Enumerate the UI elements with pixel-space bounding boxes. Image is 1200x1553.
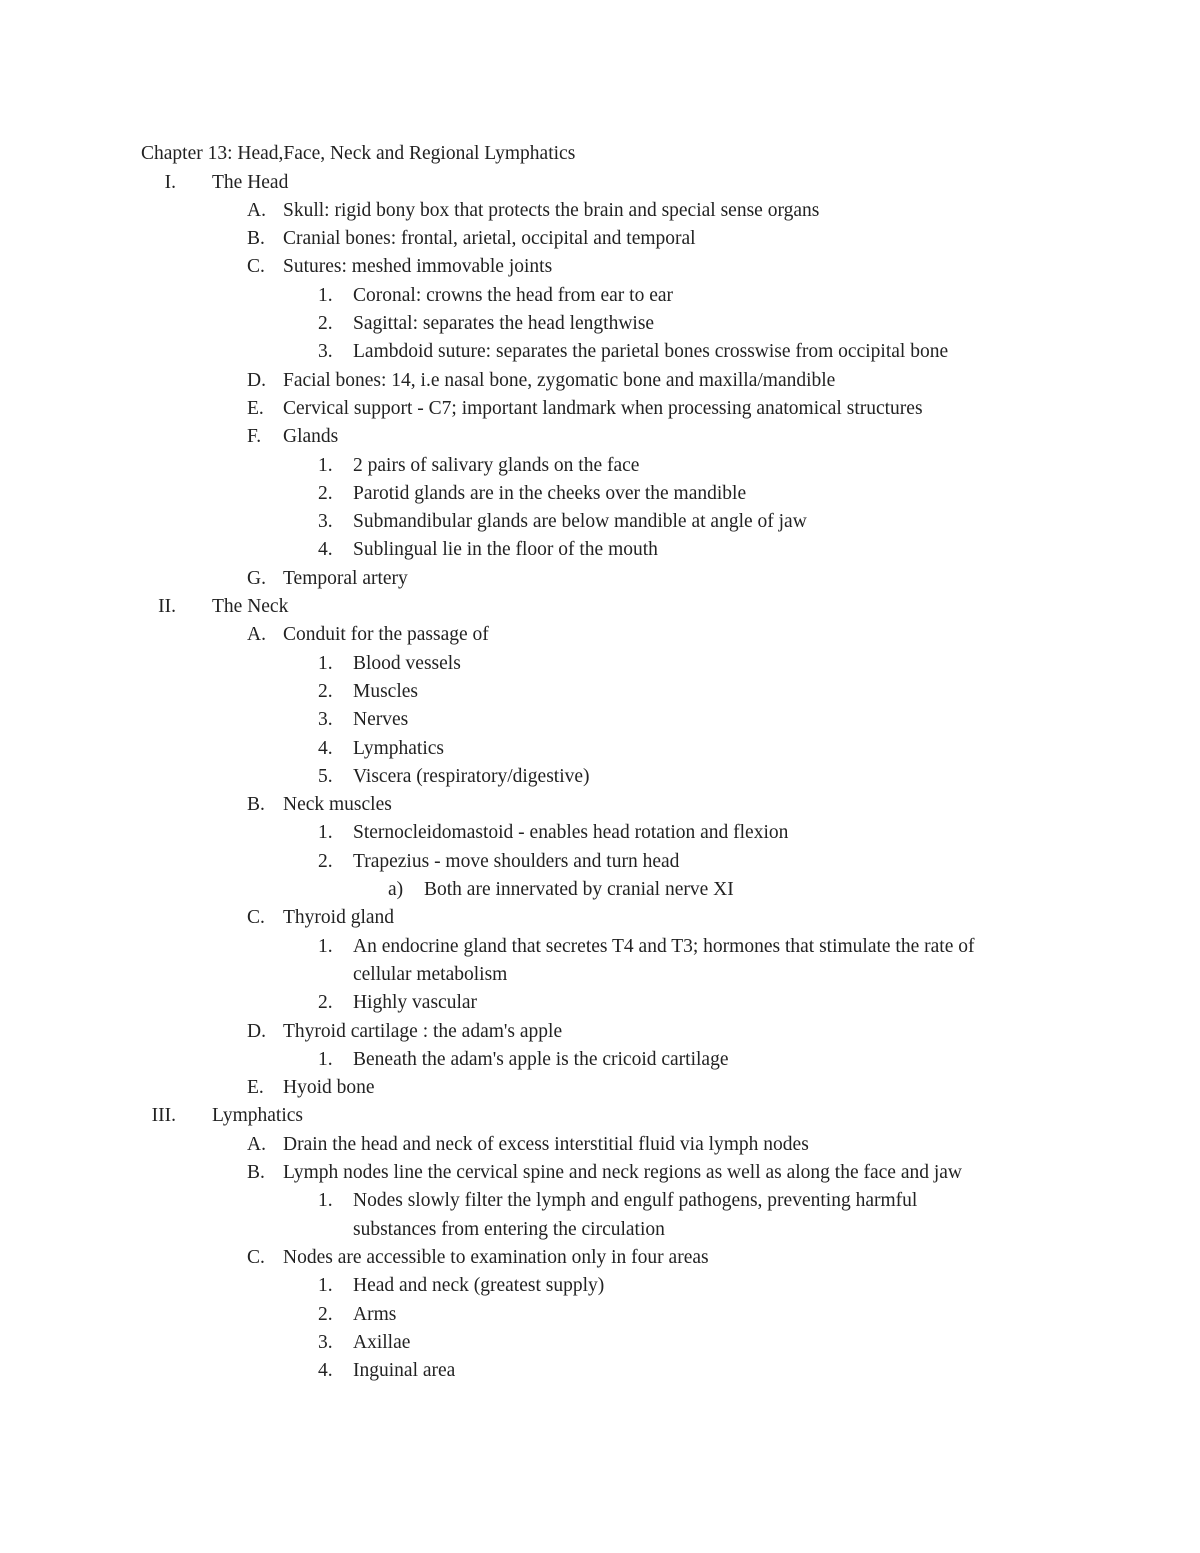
item-marker: A. (247, 624, 266, 646)
item-marker: B. (247, 794, 265, 816)
outline-item: Conduit for the passage of (283, 624, 489, 646)
item-marker: F. (247, 426, 262, 448)
outline-item: Sutures: meshed immovable joints (283, 256, 553, 278)
item-marker: E. (247, 397, 264, 419)
outline-subitem: Highly vascular (353, 992, 478, 1014)
subitem-marker: 2. (318, 482, 333, 504)
outline-item: Hyoid bone (283, 1077, 375, 1099)
outline-item: Facial bones: 14, i.e nasal bone, zygomatic bone and maxilla/mandible (283, 369, 836, 391)
subitem-marker: 3. (318, 511, 333, 533)
subitem-marker: 4. (318, 539, 333, 561)
section-marker: III. (151, 1105, 176, 1127)
outline-item: Glands (283, 426, 339, 448)
subitem-marker: 2. (318, 680, 333, 702)
subitem-marker: 1. (318, 1190, 333, 1212)
outline-subitem: Axillae (353, 1331, 411, 1353)
subsubitem-marker: a) (388, 879, 404, 900)
outline-item: Cervical support - C7; important landmark when processing anatomical structures (283, 397, 923, 419)
outline-subitem-continuation: substances from entering the circulation (353, 1218, 665, 1240)
outline-item: Lymph nodes line the cervical spine and neck regions as well as along the face and jaw (283, 1162, 963, 1183)
subitem-marker: 4. (318, 1360, 333, 1382)
outline-subitem: An endocrine gland that secretes T4 and T3; hormones that stimulate the rate of (353, 935, 975, 957)
subitem-marker: 1. (318, 822, 333, 844)
outline-subitem: Blood vessels (353, 652, 461, 674)
item-marker: B. (247, 228, 265, 250)
section-marker: I. (164, 171, 176, 193)
outline-subitem: Nodes slowly filter the lymph and engulf pathogens, preventing harmful (353, 1190, 918, 1212)
outline-subitem: Nerves (353, 709, 409, 731)
item-marker: D. (247, 1020, 266, 1042)
item-marker: C. (247, 256, 265, 278)
section-marker: II. (158, 596, 176, 617)
subitem-marker: 4. (318, 737, 333, 759)
item-marker: C. (247, 907, 265, 929)
subitem-marker: 2. (318, 850, 333, 872)
outline-subitem: Lambdoid suture: separates the parietal bones crosswise from occipital bone (353, 341, 949, 363)
page-title: Chapter 13: Head,Face, Neck and Regional Lymphatics (141, 143, 576, 164)
outline-subitem: Parotid glands are in the cheeks over the mandible (353, 482, 747, 504)
subitem-marker: 2. (318, 992, 333, 1014)
outline-item: Drain the head and neck of excess interstitial fluid via lymph nodes (283, 1133, 809, 1155)
subitem-marker: 3. (318, 709, 333, 731)
outline-subitem: Sublingual lie in the floor of the mouth (353, 539, 658, 561)
item-marker: C. (247, 1246, 265, 1268)
outline-subitem: 2 pairs of salivary glands on the face (353, 454, 640, 476)
outline-subitem: Coronal: crowns the head from ear to ear (353, 284, 673, 306)
outline-subitem: Beneath the adam's apple is the cricoid cartilage (353, 1048, 729, 1070)
outline-subitem: Muscles (353, 680, 418, 702)
outline-item: Temporal artery (283, 567, 408, 589)
section-heading: The Head (212, 171, 289, 193)
outline-item: Cranial bones: frontal, arietal, occipital and temporal (283, 228, 696, 250)
outline-subitem: Viscera (respiratory/digestive) (353, 765, 590, 787)
item-marker: A. (247, 1133, 266, 1155)
outline-subitem: Lymphatics (353, 737, 444, 759)
item-marker: D. (247, 369, 266, 391)
item-marker: A. (247, 199, 266, 221)
outline-subitem: Sternocleidomastoid - enables head rotation and flexion (353, 822, 789, 844)
subitem-marker: 2. (318, 1303, 333, 1325)
outline-subitem: Submandibular glands are below mandible at angle of jaw (353, 511, 807, 533)
subitem-marker: 5. (318, 765, 333, 787)
item-marker: B. (247, 1162, 265, 1183)
subitem-marker: 1. (318, 1048, 333, 1070)
outline-item: Nodes are accessible to examination only in four areas (283, 1246, 709, 1268)
outline-subitem-continuation: cellular metabolism (353, 963, 508, 985)
outline-subitem: Trapezius - move shoulders and turn head (353, 850, 680, 872)
item-marker: G. (247, 567, 266, 589)
outline-item: Neck muscles (283, 794, 392, 816)
subitem-marker: 3. (318, 1331, 333, 1353)
subitem-marker: 3. (318, 341, 333, 363)
subitem-marker: 2. (318, 313, 333, 334)
subitem-marker: 1. (318, 284, 333, 306)
section-heading: The Neck (212, 596, 289, 617)
subitem-marker: 1. (318, 935, 333, 957)
subitem-marker: 1. (318, 652, 333, 674)
outline-item: Skull: rigid bony box that protects the brain and special sense organs (283, 199, 820, 221)
outline-item: Thyroid gland (283, 907, 395, 929)
subitem-marker: 1. (318, 1275, 333, 1297)
outline-subitem: Arms (353, 1303, 397, 1325)
outline-item: Thyroid cartilage : the adam's apple (283, 1020, 563, 1042)
outline-subsubitem: Both are innervated by cranial nerve XI (424, 879, 734, 900)
item-marker: E. (247, 1077, 264, 1099)
outline-subitem: Head and neck (greatest supply) (353, 1275, 605, 1297)
subitem-marker: 1. (318, 454, 333, 476)
outline-subitem: Sagittal: separates the head lengthwise (353, 313, 655, 334)
section-heading: Lymphatics (212, 1105, 303, 1127)
outline-subitem: Inguinal area (353, 1360, 456, 1382)
